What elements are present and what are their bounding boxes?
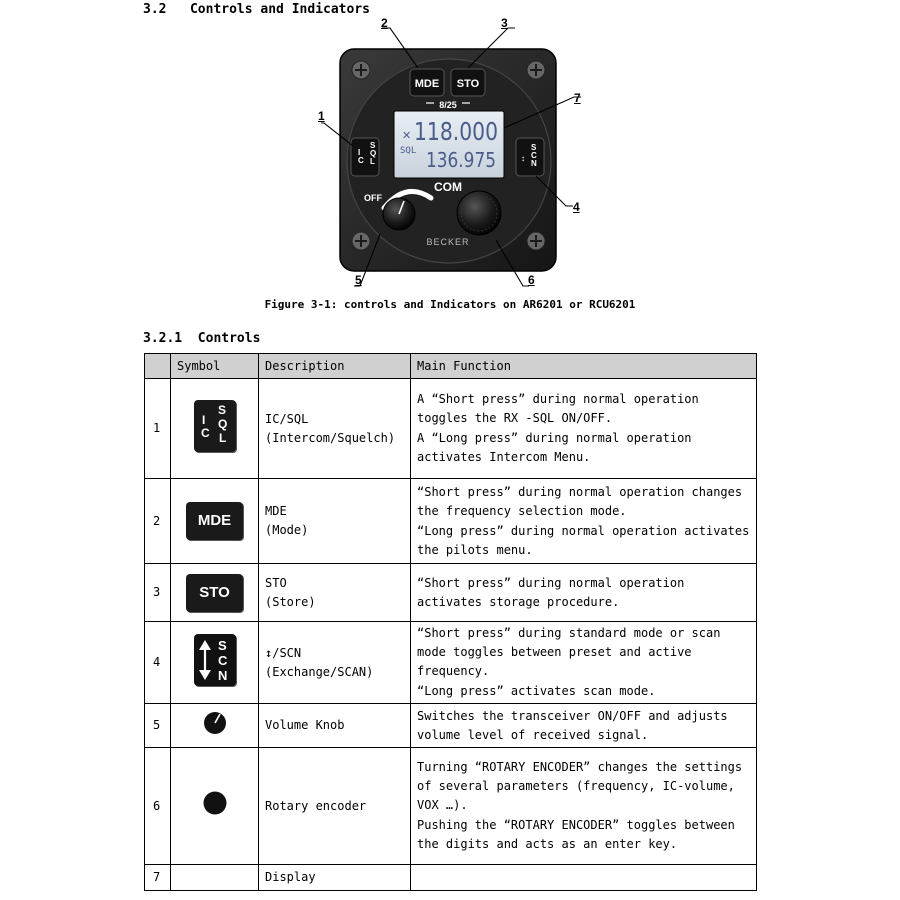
table-row [145,865,757,891]
function-cell [411,564,757,622]
header-cell [145,354,171,379]
svg-text:SCN: S C N [217,637,227,683]
subsection-heading [143,331,260,346]
callout-7: 7 [574,91,581,105]
table-header-row [145,354,757,379]
callout-4: 4 [573,200,580,214]
symbol-cell [171,865,259,891]
row-number: 1 [145,379,171,479]
section-title: Controls and Indicators [189,2,370,17]
symbol-cell [171,564,259,622]
row-number: 2 [145,479,171,564]
symbol-cell [171,479,259,564]
symbol-cell [171,379,259,479]
description-cell [259,379,411,479]
exchange-scan-key-icon [194,634,236,686]
callout-3: 3 [501,16,508,30]
sto-key-icon: STO [186,574,243,612]
mode-label: COM [434,180,462,194]
callout-6: 6 [528,273,535,287]
function-cell [411,865,757,891]
svg-text:IC SQL: I C S Q L [358,141,377,166]
description-line: IC/SQL [265,411,309,426]
header-cell: Symbol [171,354,259,379]
description-line: (Mode) [265,523,309,537]
description-line: (Intercom/Squelch) [265,430,396,445]
function-text: “Short press” during standard mode or scan mode toggles between preset and active frequency. [417,626,721,678]
description-line: STO [265,575,287,590]
function-text: “Long press” activates scan mode. [417,684,656,698]
section-number: 3.2 [143,2,167,17]
symbol-cell [171,622,259,704]
row-number: 5 [145,704,171,748]
function-cell [411,622,757,704]
rotary-encoder-icon [202,790,228,816]
channel-spacing-label: 8/25 [439,100,457,110]
function-text: Pushing the “ROTARY ENCODER” toggles between the digits and acts as an enter key. [417,818,735,851]
description-line: ↕/SCN [265,645,302,660]
volume-knob-icon [202,710,228,736]
sto-button-label: STO [456,78,480,90]
table-row [145,479,757,564]
radio-device-illustration [318,16,588,291]
rotary-encoder [457,191,501,235]
figure-caption: Figure 3-1: controls and Indicators on AR6201 or RCU6201 [264,298,636,311]
description-line: MDE [265,504,287,518]
function-text: A “Short press” during normal operation toggles the RX -SQL ON/OFF. [417,392,699,425]
callout-5: 5 [355,273,362,287]
standby-frequency: 136.975 [426,148,496,172]
callout-2: 2 [381,16,388,30]
table-row [145,704,757,748]
active-frequency: 118.000 [414,117,498,146]
description-cell: Display [259,865,411,891]
function-text: “Long press” during normal operation activates the pilots menu. [417,523,750,557]
controls-table [144,353,757,891]
brand-logo: BECKER [426,237,470,247]
header-cell: Description [259,354,411,379]
function-cell [411,704,757,748]
function-text: “Short press” during normal operation activates storage procedure. [417,575,685,609]
table-row [145,622,757,704]
off-label: OFF [364,193,382,203]
callout-1: 1 [318,109,325,123]
function-text: Turning “ROTARY ENCODER” changes the settings of several parameters (frequency, IC-volume, VOX …). [417,760,743,812]
row-number: 7 [145,865,171,891]
description-line: (Store) [265,594,316,609]
svg-text:ICSQL: I CS Q L [200,402,227,445]
ic-sql-key-icon [194,400,236,452]
function-cell [411,748,757,865]
function-text: A “Long press” during normal operation activates Intercom Menu. [417,431,692,464]
description-cell: Volume Knob [259,704,411,748]
function-text: Switches the transceiver ON/OFF and adjusts volume level of received signal. [417,708,728,742]
header-cell: Main Function [411,354,757,379]
description-cell [259,622,411,704]
description-cell: Rotary encoder [259,748,411,865]
row-number: 4 [145,622,171,704]
function-cell [411,479,757,564]
svg-text:↕ SCN: ↕ S C N [521,143,537,168]
mde-button-label: MDE [414,78,440,90]
squelch-indicator: SQL [400,146,417,156]
table-row [145,379,757,479]
symbol-cell [171,704,259,748]
description-cell [259,479,411,564]
symbol-cell [171,748,259,865]
section-heading [143,2,370,17]
antenna-icon: ✕ [402,129,412,142]
description-line: (Exchange/SCAN) [265,664,374,679]
function-cell [411,379,757,479]
subsection-number: 3.2.1 [143,331,183,346]
subsection-title: Controls [197,331,261,346]
description-cell [259,564,411,622]
row-number: 6 [145,748,171,865]
mde-key-icon: MDE [186,502,243,540]
table-row [145,748,757,865]
device-figure [318,16,588,291]
table-row [145,564,757,622]
function-text: “Short press” during normal operation changes the frequency selection mode. [417,484,743,518]
row-number: 3 [145,564,171,622]
